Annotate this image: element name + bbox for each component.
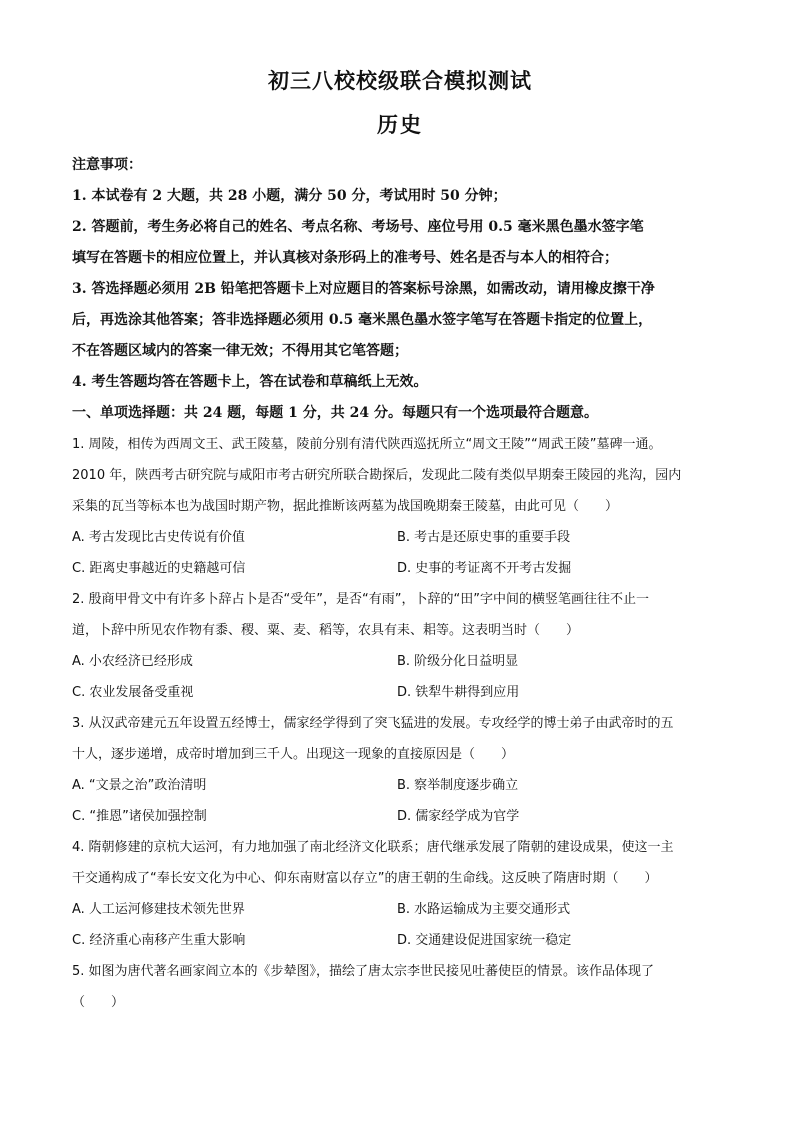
question-stem: 2. 殷商甲骨文中有许多卜辞占卜是否“受年”，是否“有雨”，卜辞的“田”字中间的横竖笔画往往不止一 — [72, 592, 649, 607]
notice-line: 填写在答题卡的相应位置上，并认真核对条形码上的准考号、姓名是否与本人的相符合； — [72, 250, 618, 266]
question-stem: 5. 如图为唐代著名画家阎立本的《步辇图》，描绘了唐太宗李世民接见吐蕃使臣的情景。该作品体现了 — [72, 964, 655, 979]
question-3-options — [72, 770, 728, 832]
option-b[interactable]: B. 水路运输成为主要交通形式 — [397, 902, 571, 917]
option-b[interactable]: B. 察举制度逐步确立 — [397, 778, 519, 793]
option-c[interactable]: C. 农业发展备受重视 — [72, 685, 194, 700]
option-a[interactable]: A. 人工运河修建技术领先世界 — [72, 902, 245, 917]
notice-line: 2. 答题前，考生务必将自己的姓名、考点名称、考场号、座位号用 0.5 毫米黑色墨水签字笔 — [72, 219, 644, 235]
option-d[interactable]: D. 交通建设促进国家统一稳定 — [397, 933, 572, 948]
notice-line: 后，再选涂其他答案；答非选择题必须用 0.5 毫米黑色墨水签字笔写在答题卡指定的位置上， — [72, 312, 653, 328]
notice-line: 1. 本试卷有 2 大题，共 28 小题，满分 50 分，考试用时 50 分钟； — [72, 188, 507, 204]
notice-block — [72, 150, 728, 398]
question-stem: 十人，逐步递增，成帝时增加到三千人。出现这一现象的直接原因是（ ） — [72, 747, 515, 762]
question-stem: 4. 隋朝修建的京杭大运河，有力地加强了南北经济文化联系；唐代继承发展了隋朝的建设成果，使这一主 — [72, 840, 674, 855]
subject-title: 历史 — [377, 112, 423, 137]
option-a[interactable]: A. 小农经济已经形成 — [72, 654, 193, 669]
option-d[interactable]: D. 铁犁牛耕得到应用 — [397, 685, 520, 700]
question-2-options — [72, 646, 728, 708]
notice-line: 4. 考生答题均答在答题卡上，答在试卷和草稿纸上无效。 — [72, 374, 428, 390]
question-stem: 3. 从汉武帝建元五年设置五经博士，儒家经学得到了突飞猛进的发展。专攻经学的博士弟子由武帝时的五 — [72, 716, 674, 731]
option-d[interactable]: D. 史事的考证离不开考古发掘 — [397, 561, 572, 576]
question-4 — [72, 832, 728, 894]
option-c[interactable]: C. 距离史事越近的史籍越可信 — [72, 561, 246, 576]
question-4-options — [72, 894, 728, 956]
notice-line: 不在答题区域内的答案一律无效；不得用其它笔答题； — [72, 343, 408, 359]
question-3 — [72, 708, 728, 770]
question-2 — [72, 584, 728, 646]
notice-line: 3. 答选择题必须用 2B 铅笔把答题卡上对应题目的答案标号涂黑，如需改动，请用橡皮擦干净 — [72, 281, 655, 297]
section-heading: 一、单项选择题：共 24 题，每题 1 分，共 24 分。每题只有一个选项最符合题意。 — [72, 405, 598, 421]
question-stem: 采集的瓦当等标本也为战国时期产物，据此推断该两墓为战国晚期秦王陵墓，由此可见（ ） — [72, 499, 619, 514]
option-a[interactable]: A. “文景之治”政治清明 — [72, 778, 207, 793]
question-5 — [72, 956, 728, 1018]
question-stem: 干交通构成了“奉长安文化为中心、仰东南财富以存立”的唐王朝的生命线。这反映了隋唐时期（ ） — [72, 871, 658, 886]
question-stem: 2010 年，陕西考古研究院与咸阳市考古研究所联合勘探后，发现此二陵有类似早期秦王陵园的兆沟，园内 — [72, 468, 682, 483]
question-1 — [72, 429, 728, 522]
option-b[interactable]: B. 考古是还原史事的重要手段 — [397, 530, 571, 545]
option-a[interactable]: A. 考古发现比古史传说有价值 — [72, 530, 245, 545]
notice-heading: 注意事项： — [72, 157, 142, 173]
question-stem: 1. 周陵，相传为西周文王、武王陵墓，陵前分别有清代陕西巡抚所立“周文王陵”“周武王陵”墓碑一通。 — [72, 437, 662, 452]
question-stem: 道，卜辞中所见农作物有黍、稷、粟、麦、稻等，农具有耒、耜等。这表明当时（ ） — [72, 623, 580, 638]
option-c[interactable]: C. “推恩”诸侯加强控制 — [72, 809, 207, 824]
option-b[interactable]: B. 阶级分化日益明显 — [397, 654, 519, 669]
question-1-options — [72, 522, 728, 584]
option-c[interactable]: C. 经济重心南移产生重大影响 — [72, 933, 246, 948]
question-stem: （ ） — [72, 995, 125, 1010]
option-d[interactable]: D. 儒家经学成为官学 — [397, 809, 520, 824]
exam-title: 初三八校校级联合模拟测试 — [268, 68, 532, 93]
